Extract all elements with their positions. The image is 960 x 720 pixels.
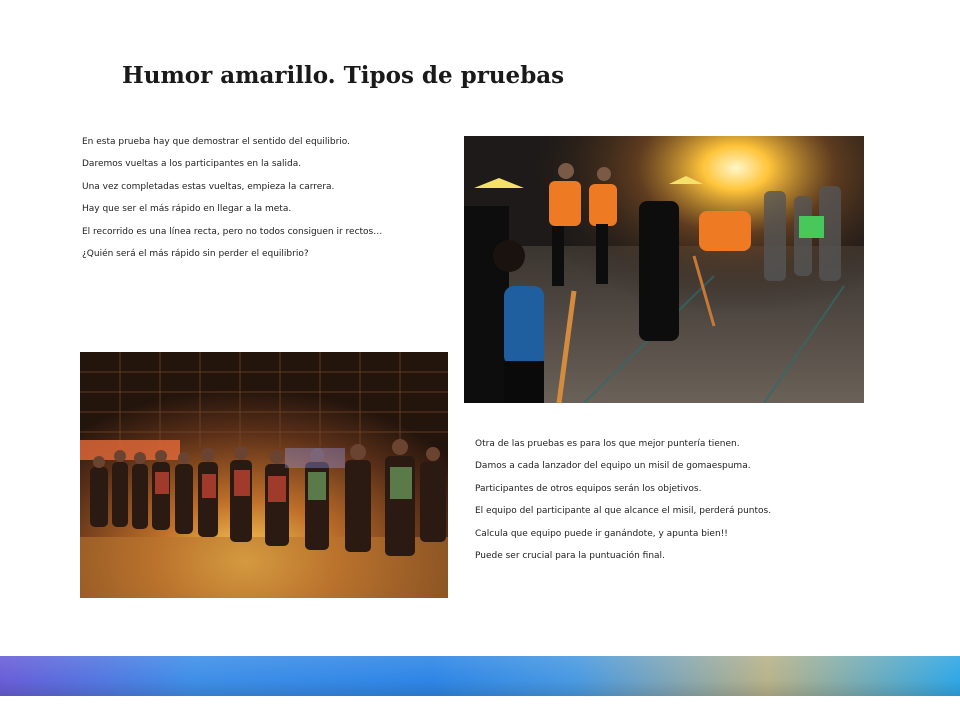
- text-line: ¿Quién será el más rápido sin perder el equilibrio?: [82, 248, 309, 259]
- slide-title: Humor amarillo. Tipos de pruebas: [122, 62, 565, 89]
- text-line: Damos a cada lanzador del equipo un misil de gomaespuma.: [475, 461, 751, 472]
- text-line: Una vez completadas estas vueltas, empieza la carrera.: [82, 181, 335, 192]
- foam-missile-description: [475, 438, 771, 572]
- text-line: Participantes de otros equipos serán los objetivos.: [475, 483, 702, 494]
- text-line: Hay que ser el más rápido en llegar a la meta.: [82, 204, 292, 215]
- race-photo: [464, 136, 864, 403]
- text-line: El equipo del participante al que alcance el misil, perderá puntos.: [475, 506, 772, 517]
- text-line: Puede ser crucial para la puntuación final.: [475, 550, 665, 561]
- text-line: Calcula que equipo puede ir ganándote, y apunta bien!!: [475, 528, 728, 539]
- text-line: Daremos vueltas a los participantes en la salida.: [82, 159, 302, 170]
- text-line: Otra de las pruebas es para los que mejor puntería tienen.: [475, 439, 740, 449]
- balance-race-description: [82, 136, 382, 270]
- text-line: El recorrido es una línea recta, pero no todos consiguen ir rectos…: [82, 226, 383, 237]
- text-line: En esta prueba hay que demostrar el sentido del equilibrio.: [82, 137, 350, 147]
- footer-gradient-band: [0, 656, 960, 696]
- line-up-photo: [80, 352, 448, 598]
